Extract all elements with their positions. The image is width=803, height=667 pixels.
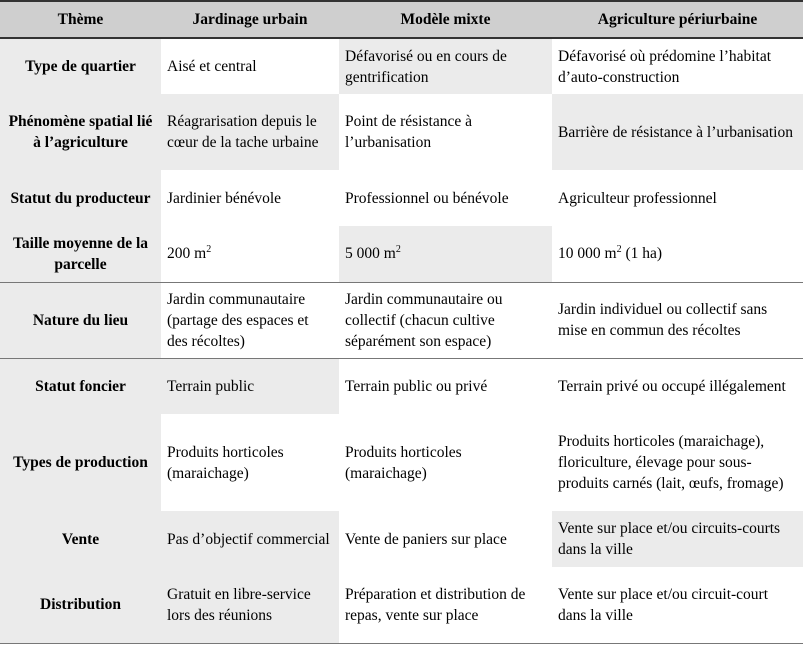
table-cell: Terrain public ou privé <box>339 358 552 414</box>
table-cell: Pas d’objectif commercial <box>161 511 339 567</box>
table-cell: Gratuit en libre-service lors des réunions <box>161 567 339 643</box>
table-row <box>0 94 803 170</box>
row-label: Statut du producteur <box>0 170 161 226</box>
table-cell: Produits horticoles (maraichage) <box>161 414 339 511</box>
row-label: Vente <box>0 511 161 567</box>
table-cell: Jardinier bénévole <box>161 170 339 226</box>
row-label: Distribution <box>0 567 161 643</box>
table-row <box>0 170 803 226</box>
table-cell: Vente sur place et/ou circuits-courts dans la ville <box>552 511 803 567</box>
table-cell: 200 $m^2$ <box>161 226 339 282</box>
table-cell: Terrain privé ou occupé illégalement <box>552 358 803 414</box>
table-cell: 5 000 $m^2$ <box>339 226 552 282</box>
table-cell: Agriculteur professionnel <box>552 170 803 226</box>
column-header-modele-mixte: Modèle mixte <box>339 1 552 38</box>
table-cell: Terrain public <box>161 358 339 414</box>
table-row <box>0 567 803 643</box>
table-row <box>0 38 803 94</box>
table-cell: Produits horticoles (maraichage), floriculture, élevage pour sous-produits carnés (lait, œufs, fromage) <box>552 414 803 511</box>
table-cell: Aisé et central <box>161 38 339 94</box>
row-label: Types de production <box>0 414 161 511</box>
table-cell: Produits horticoles (maraichage) <box>339 414 552 511</box>
table-cell: Réagrarisation depuis le cœur de la tache urbaine <box>161 94 339 170</box>
table-cell: Vente de paniers sur place <box>339 511 552 567</box>
table-cell: Jardin communautaire (partage des espaces et des récoltes) <box>161 282 339 358</box>
table-cell: Professionnel ou bénévole <box>339 170 552 226</box>
table-cell: Jardin individuel ou collectif sans mise en commun des récoltes <box>552 282 803 358</box>
table-cell: Défavorisé ou en cours de gentrification <box>339 38 552 94</box>
column-header-theme: Thème <box>0 1 161 38</box>
table-cell: Préparation et distribution de repas, vente sur place <box>339 567 552 643</box>
table-row <box>0 414 803 511</box>
table-row <box>0 226 803 282</box>
table-cell: Vente sur place et/ou circuit-court dans la ville <box>552 567 803 643</box>
table-header-row <box>0 1 803 38</box>
table-cell: Point de résistance à l’urbanisation <box>339 94 552 170</box>
row-label: Nature du lieu <box>0 282 161 358</box>
table-cell: 10 000 $m^2$ (1 ha) <box>552 226 803 282</box>
table-row <box>0 282 803 358</box>
table-cell: Jardin communautaire ou collectif (chacun cultive séparément son espace) <box>339 282 552 358</box>
table-row <box>0 511 803 567</box>
column-header-jardinage-urbain: Jardinage urbain <box>161 1 339 38</box>
row-label: Phénomène spatial lié à l’agriculture <box>0 94 161 170</box>
column-header-agriculture-periurbaine: Agriculture périurbaine <box>552 1 803 38</box>
table-cell: Barrière de résistance à l’urbanisation <box>552 94 803 170</box>
row-label: Taille moyenne de la parcelle <box>0 226 161 282</box>
table-cell: Défavorisé où prédomine l’habitat d’auto-construction <box>552 38 803 94</box>
row-label: Type de quartier <box>0 38 161 94</box>
row-label: Statut foncier <box>0 358 161 414</box>
table-row <box>0 358 803 414</box>
